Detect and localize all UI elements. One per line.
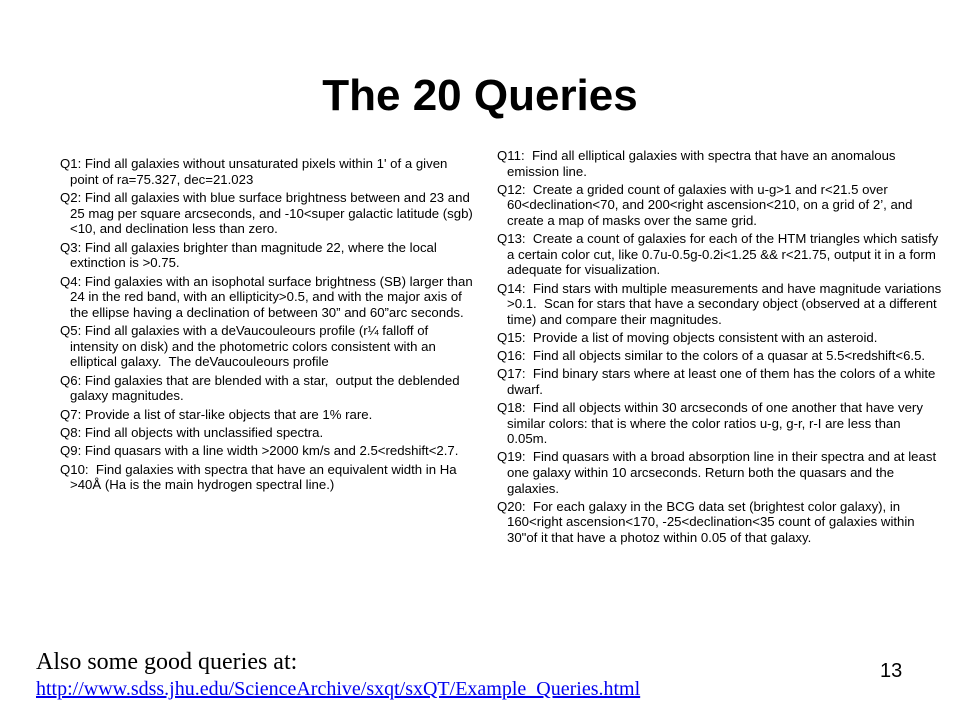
query-item-q7: Q7: Provide a list of star-like objects that are 1% rare. bbox=[60, 406, 373, 422]
query-item-q18: Q18: Find all objects within 30 arcseconds of one another that have very similar colors: that is where the color ratios u-g, g-r, r-I are less than 0.05m. bbox=[497, 400, 927, 447]
query-item-q13: Q13: Create a count of galaxies for each of the HTM triangles which satisfy a certain color cut, like 0.7u-0.5g-0.2i<1.25 && r<21.75, output it in a form adequate for visualization. bbox=[497, 231, 942, 278]
query-item-q3: Q3: Find all galaxies brighter than magnitude 22, where the local extinction is >0.75. bbox=[60, 239, 441, 271]
query-item-q5: Q5: Find all galaxies with a deVaucouleours profile (r¼ falloff of intensity on disk) and the photometric colors consistent with an elliptical galaxy. The deVaucouleours profile bbox=[60, 323, 440, 370]
right-query-column bbox=[497, 148, 945, 548]
query-item-q12: Q12: Create a grided count of galaxies with u-g>1 and r<21.5 over 60<declination<70, and 200<right ascension<210, on a grid of 2’, and create a map of masks over the same grid. bbox=[497, 181, 917, 228]
left-query-column bbox=[60, 156, 478, 496]
query-item-q1: Q1: Find all galaxies without unsaturated pixels within 1' of a given point of ra=75.327, dec=21.023 bbox=[60, 156, 452, 187]
query-item-q17: Q17: Find binary stars where at least one of them has the colors of a white dwarf. bbox=[497, 366, 940, 397]
query-item-q20: Q20: For each galaxy in the BCG data set (brightest color galaxy), in 160<right ascension<170, -25<declination<35 count of galaxies within 30"of it that have a photoz within 0.05 of that galaxy. bbox=[497, 498, 919, 545]
page-number: 13 bbox=[880, 660, 903, 682]
query-item-q19: Q19: Find quasars with a broad absorption line in their spectra and at least one galaxy within 10 arcseconds. Return both the quasars and the galaxies. bbox=[497, 449, 940, 496]
query-item-q6: Q6: Find galaxies that are blended with a star, output the deblended galaxy magnitudes. bbox=[60, 372, 464, 404]
example-queries-link[interactable]: http://www.sdss.jhu.edu/ScienceArchive/sxqt/sxQT/Example_Queries.html bbox=[36, 678, 641, 700]
footer-intro-text: Also some good queries at: bbox=[36, 649, 298, 675]
query-item-q16: Q16: Find all objects similar to the colors of a quasar at 5.5<redshift<6.5. bbox=[497, 348, 926, 364]
footer-note bbox=[36, 648, 936, 702]
slide-title: The 20 Queries bbox=[322, 71, 638, 120]
query-item-q4: Q4: Find galaxies with an isophotal surface brightness (SB) larger than 24 in the red band, with an ellipticity>0.5, and with the major axis of the ellipse having a declination of between 30” and 60”arc seconds. bbox=[60, 273, 477, 320]
query-item-q9: Q9: Find quasars with a line width >2000 km/s and 2.5<redshift<2.7. bbox=[60, 443, 459, 459]
query-item-q10: Q10: Find galaxies with spectra that have an equivalent width in Ha >40Å (Ha is the main hydrogen spectral line.) bbox=[60, 461, 461, 493]
query-item-q8: Q8: Find all objects with unclassified spectra. bbox=[60, 425, 324, 441]
query-item-q11: Q11: Find all elliptical galaxies with spectra that have an anomalous emission line. bbox=[497, 148, 900, 179]
query-item-q14: Q14: Find stars with multiple measurements and have magnitude variations >0.1. Scan for stars that have a secondary object (observed at a different time) and compare their magnitudes. bbox=[497, 280, 945, 327]
query-item-q2: Q2: Find all galaxies with blue surface brightness between and 23 and 25 mag per square arcseconds, and -10<super galactic latitude (sgb) <10, and declination less than zero. bbox=[60, 189, 477, 237]
query-item-q15: Q15: Provide a list of moving objects consistent with an asteroid. bbox=[497, 329, 878, 345]
